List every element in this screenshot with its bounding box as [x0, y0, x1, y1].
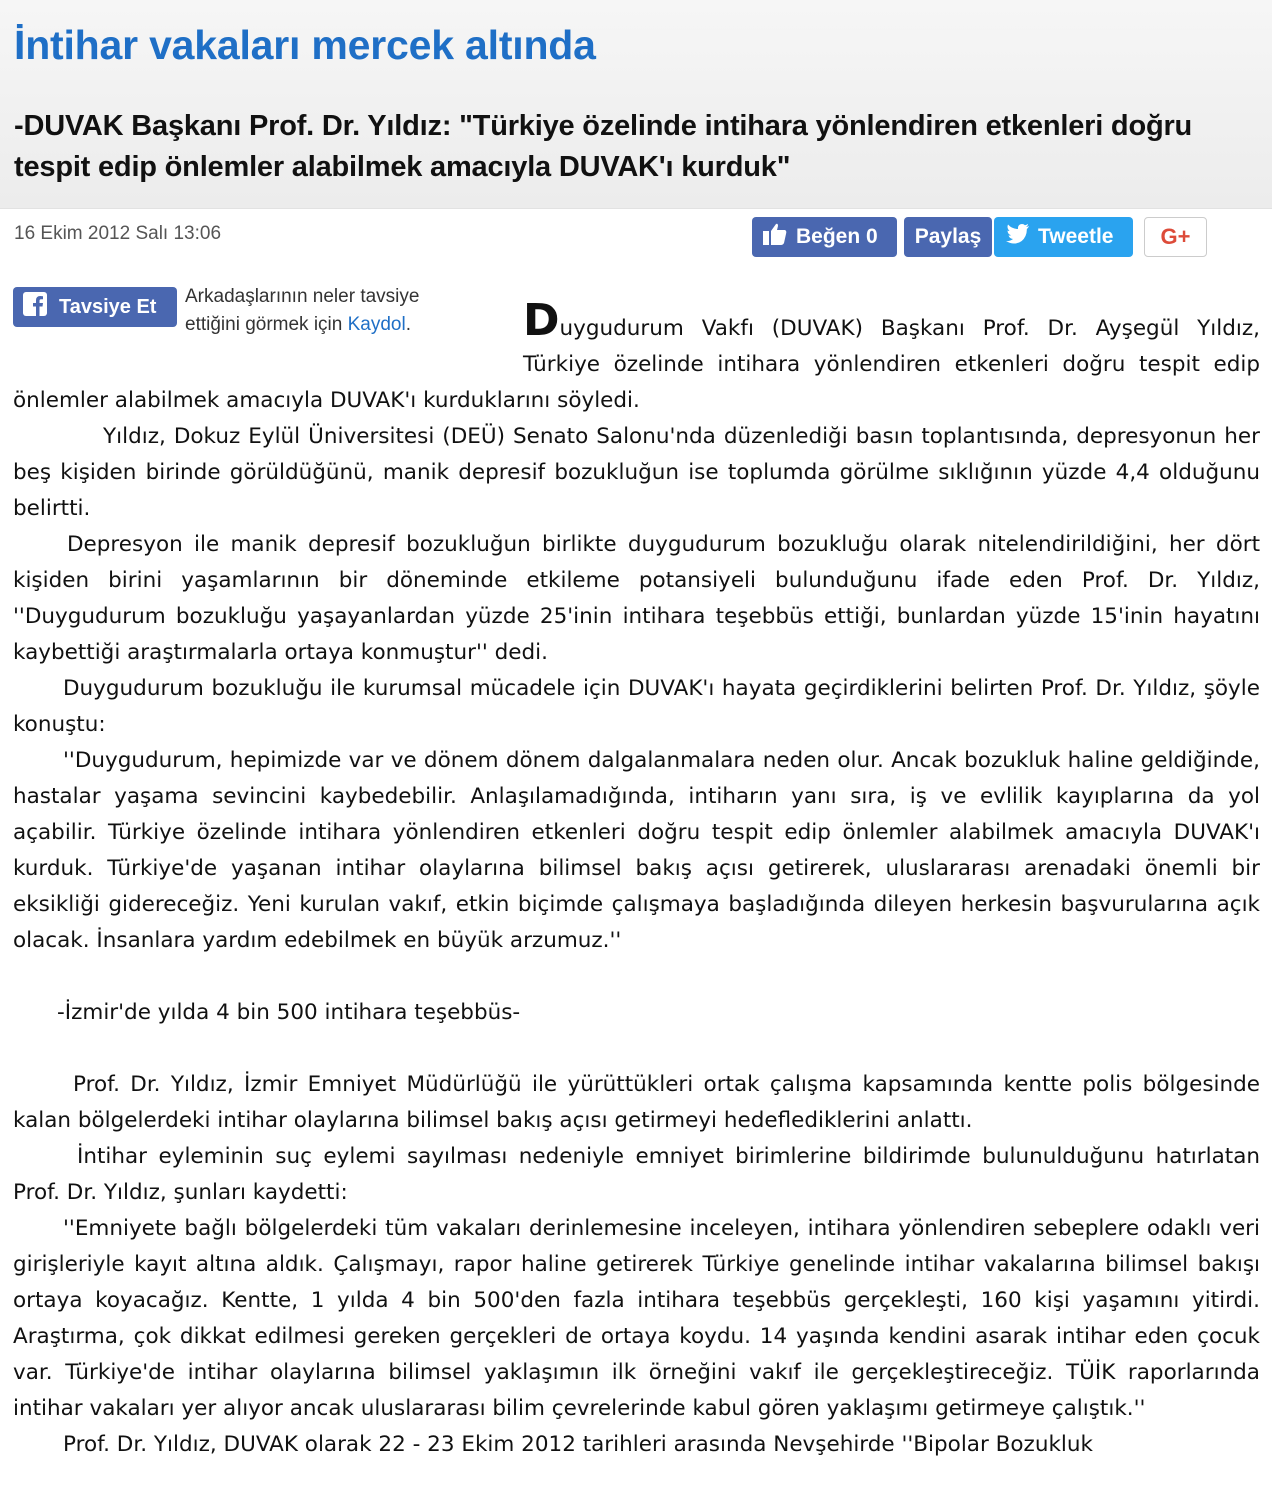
tweet-label: Tweetle — [1038, 225, 1114, 248]
publish-date: 16 Ekim 2012 Salı 13:06 — [14, 223, 222, 244]
article-subtitle: -DUVAK Başkanı Prof. Dr. Yıldız: "Türkiye özelinde intihara yönlendiren etkenleri doğru tespit edip önlemler alabilmek amacıyla DUVAK'ı kurduk" — [14, 110, 1193, 183]
paragraph-3: Depresyon ile manik depresif bozukluğun birlikte duygudurum bozukluğu olarak nitelendirildiğini, her dört kişiden birini yaşamlarının bir döneminde etkileme potansiyeli bulunduğunu ifade eden Prof. Dr. Yıldız, ''Duygudurum bozukluğu yaşayanlardan yüzde 25'inin intihara teşebbüs ettiği, bunlardan yüzde 15'inin hayatını kaybettiği araştırmalarla ortaya konmuştur'' dedi. — [13, 532, 1260, 665]
paragraph-7: İntihar eyleminin suç eylemi sayılması nedeniyle emniyet birimlerine bildirimde bulunulduğunu hatırlatan Prof. Dr. Yıldız, şunları kaydetti: — [13, 1144, 1260, 1205]
facebook-text-line1: Arkadaşlarının neler tavsiye — [185, 286, 420, 307]
paragraph-1-text: uygudurum Vakfı (DUVAK) Başkanı Prof. Dr. Ayşegül Yıldız, Türkiye özelinde intihara yönlendiren etkenleri doğru tespit edip önlemler alabilmek amacıyla DUVAK'ı kurduklarını söyledi. — [13, 316, 1260, 413]
article-text — [13, 283, 1260, 1463]
share-label: Paylaş — [914, 225, 982, 248]
facebook-icon — [23, 292, 59, 322]
paragraph-2: Yıldız, Dokuz Eylül Üniversitesi (DEÜ) Senato Salonu'nda düzenlediği basın toplantısında, depresyonun her beş kişiden birinde görüldüğünü, manik depresif bozukluğun ise toplumda görülme sıklığının yüzde 4,4 olduğunu belirtti. — [13, 424, 1260, 521]
twitter-bird-icon — [1006, 224, 1038, 250]
signup-link[interactable]: Kaydol — [347, 314, 406, 335]
article-header — [0, 0, 1272, 209]
article-body — [0, 283, 1272, 1463]
facebook-text-line2: ettiğini görmek için — [185, 314, 348, 335]
meta-row — [0, 209, 1272, 283]
spacer — [13, 959, 1260, 995]
paragraph-6: Prof. Dr. Yıldız, İzmir Emniyet Müdürlüğü ile yürüttükleri ortak çalışma kapsamında kentte polis bölgesinde kalan bölgelerdeki intihar olaylarına bilimsel bakış açısı getirmeyi hedeflediklerini anlattı. — [13, 1072, 1260, 1133]
paragraph-4: Duygudurum bozukluğu ile kurumsal mücadele için DUVAK'ı hayata geçirdiklerini belirten Prof. Dr. Yıldız, şöyle konuştu: — [13, 676, 1260, 737]
like-button[interactable] — [752, 217, 897, 257]
tweet-button[interactable] — [994, 217, 1133, 257]
facebook-text-line2-end: . — [405, 314, 412, 335]
drop-cap: D — [523, 295, 560, 346]
paragraph-5: ''Duygudurum, hepimizde var ve dönem dönem dalgalanmalara neden olur. Ancak bozukluk haline geldiğinde, hastalar yaşama sevincini kaybedebilir. Anlaşılamadığında, intiharın yanı sıra, iş ve evlilik kayıplarına da yol açabilir. Türkiye özelinde intihara yönlendiren etkenleri doğru tespit edip önlemler alabilmek amacıyla DUVAK'ı kurduk. Türkiye'de yaşanan intihar olaylarına bilimsel bakış açısı getirerek, uluslararası arenadaki önemli bir eksikliği gidereceğiz. Yeni kurulan vakıf, etkin biçimde çalışmaya başladığında dileyen herkesin başvurularına açık olacak. İnsanlara yardım edebilmek en büyük arzumuz.'' — [13, 748, 1260, 953]
facebook-recommend-box — [13, 283, 523, 375]
section-subheading: -İzmir'de yılda 4 bin 500 intihara teşebbüs- — [57, 1000, 521, 1025]
share-button[interactable] — [904, 217, 992, 257]
google-plus-button[interactable] — [1144, 217, 1207, 257]
paragraph-9: Prof. Dr. Yıldız, DUVAK olarak 22 - 23 Ekim 2012 tarihleri arasında Nevşehirde ''Bipolar Bozukluk — [63, 1432, 1093, 1457]
facebook-recommend-text — [185, 283, 419, 339]
like-label: Beğen 0 — [796, 225, 878, 248]
article-title: İntihar vakaları mercek altında — [14, 22, 596, 68]
thumbs-up-icon — [762, 222, 796, 252]
google-plus-label: G+ — [1160, 224, 1191, 249]
recommend-label: Tavsiye Et — [59, 295, 157, 318]
paragraph-8: ''Emniyete bağlı bölgelerdeki tüm vakaları derinlemesine inceleyen, intihara yönlendiren sebeplere odaklı veri girişleriyle kayıt altına aldık. Çalışmayı, rapor haline getirerek Türkiye genelinde intihar vakalarına bilimsel bakışı ortaya koyacağız. Kentte, 1 yılda 4 bin 500'den fazla intihara teşebbüs gerçekleşti, 160 kişi yaşamını yitirdi. Araştırma, çok dikkat edilmesi gereken gerçekleri de ortaya koydu. 14 yaşında kendini asarak intihar eden çocuk var. Türkiye'de intihar olaylarına bilimsel yaklaşımın ilk örneğini vakıf ile gerçekleştireceğiz. TÜİK raporlarında intihar vakaları yer alıyor ancak uluslararası bilim çevrelerinde kabul gören yaklaşımı getirmeye çalıştık.'' — [13, 1216, 1260, 1421]
facebook-recommend-button[interactable] — [13, 287, 177, 327]
spacer — [13, 1031, 1260, 1067]
